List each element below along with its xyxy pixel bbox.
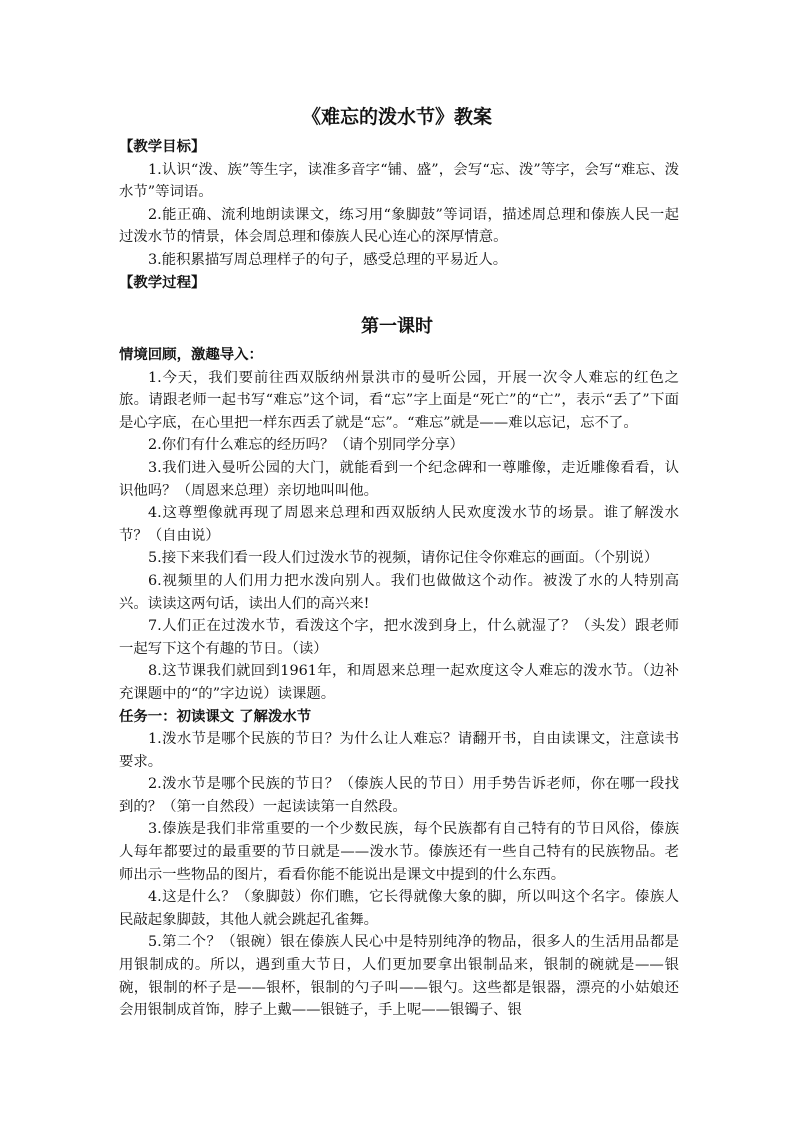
intro-item: 7.人们正在过泼水节，看泼这个字，把水泼到身上，什么就湿了？（头发）跟老师一起写下这个有趣的节日。（读）: [119, 618, 679, 657]
goal-item: 3.能积累描写周总理样子的句子，感受总理的平易近人。: [148, 251, 508, 268]
lesson-body: [119, 344, 679, 1022]
task1-heading: 任务一：初读课文 了解泼水节: [119, 708, 312, 725]
goal-item: 2.能正确、流利地朗读课文，练习用“象脚鼓”等词语，描述周总理和傣族人民一起过泼水节的情景，体会周总理和傣族人民心连心的深厚情意。: [119, 206, 679, 246]
intro-item: 1.今天，我们要前往西双版纳州景洪市的曼听公园，开展一次令人难忘的红色之旅。请跟老师一起书写“难忘”这个词，看“忘”字上面是“死亡”的“亡”，表示“丢了”下面是心字底，在心里把一样东西丢了就是“忘”。“难忘”就是——难以忘记，忘不了。: [119, 369, 679, 431]
lesson-title: 第一课时: [361, 316, 433, 337]
intro-item: 6.视频里的人们用力把水泼向别人。我们也做做这个动作。被泼了水的人特别高兴。读读这两句话，读出人们的高兴来!: [119, 572, 679, 612]
intro-item: 2.你们有什么难忘的经历吗？（请个别同学分享）: [148, 437, 464, 454]
intro-item: 3.我们进入曼听公园的大门，就能看到一个纪念碑和一尊雕像，走近雕像看看，认识他吗？（周恩来总理）亲切地叫叫他。: [119, 459, 679, 499]
task1-item: 3.傣族是我们非常重要的一个少数民族，每个民族都有自己特有的节日风俗，傣族人每年都要过的最重要的节日就是——泼水节。傣族还有一些自己特有的民族物品。老师出示一些物品的图片，看看你能不能说出是课文中提到的什么东西。: [119, 821, 679, 883]
process-heading: 【教学过程】: [119, 274, 206, 291]
goals-section: [119, 136, 679, 294]
intro-item: 4.这尊塑像就再现了周恩来总理和西双版纳人民欢度泼水节的场景。谁了解泼水节？（自由说）: [119, 505, 679, 544]
document-title: 《难忘的泼水节》教案: [301, 106, 492, 128]
intro-heading: 情境回顾，激趣导入：: [119, 347, 263, 363]
intro-item: 8.这节课我们就回到1961年，和周恩来总理一起欢度这令人难忘的泼水节。（边补充课题中的“的”字边说）读课题。: [119, 663, 679, 702]
task1-item: 2.泼水节是哪个民族的节日？（傣族人民的节日）用手势告诉老师，你在哪一段找到的？（第一自然段）一起读读第一自然段。: [119, 776, 679, 815]
goal-item: 1.认识“泼、族”等生字，读准多音字“铺、盛”，会写“忘、泼”等字，会写“难忘、泼水节”等词语。: [119, 161, 679, 201]
task1-item: 5.第二个？（银碗）银在傣族人民心中是特别纯净的物品，很多人的生活用品都是用银制成的。所以，遇到重大节日，人们更加要拿出银制品来，银制的碗就是——银碗，银制的杯子是——银杯，银制的勺子叫——银勺。这些都是银器，漂亮的小姑娘还会用银制成首饰，脖子上戴——银链子，手上呢——银镯子、银: [119, 934, 679, 1019]
goals-heading: 【教学目标】: [119, 139, 206, 155]
task1-item: 4.这是什么？（象脚鼓）你们瞧，它长得就像大象的脚，所以叫这个名字。傣族人民敲起象脚鼓，其他人就会跳起孔雀舞。: [119, 889, 679, 928]
task1-item: 1.泼水节是哪个民族的节日？为什么让人难忘？请翻开书，自由读课文，注意读书要求。: [119, 731, 679, 770]
intro-item: 5.接下来我们看一段人们过泼水节的视频，请你记住令你难忘的画面。（个别说）: [148, 550, 659, 567]
